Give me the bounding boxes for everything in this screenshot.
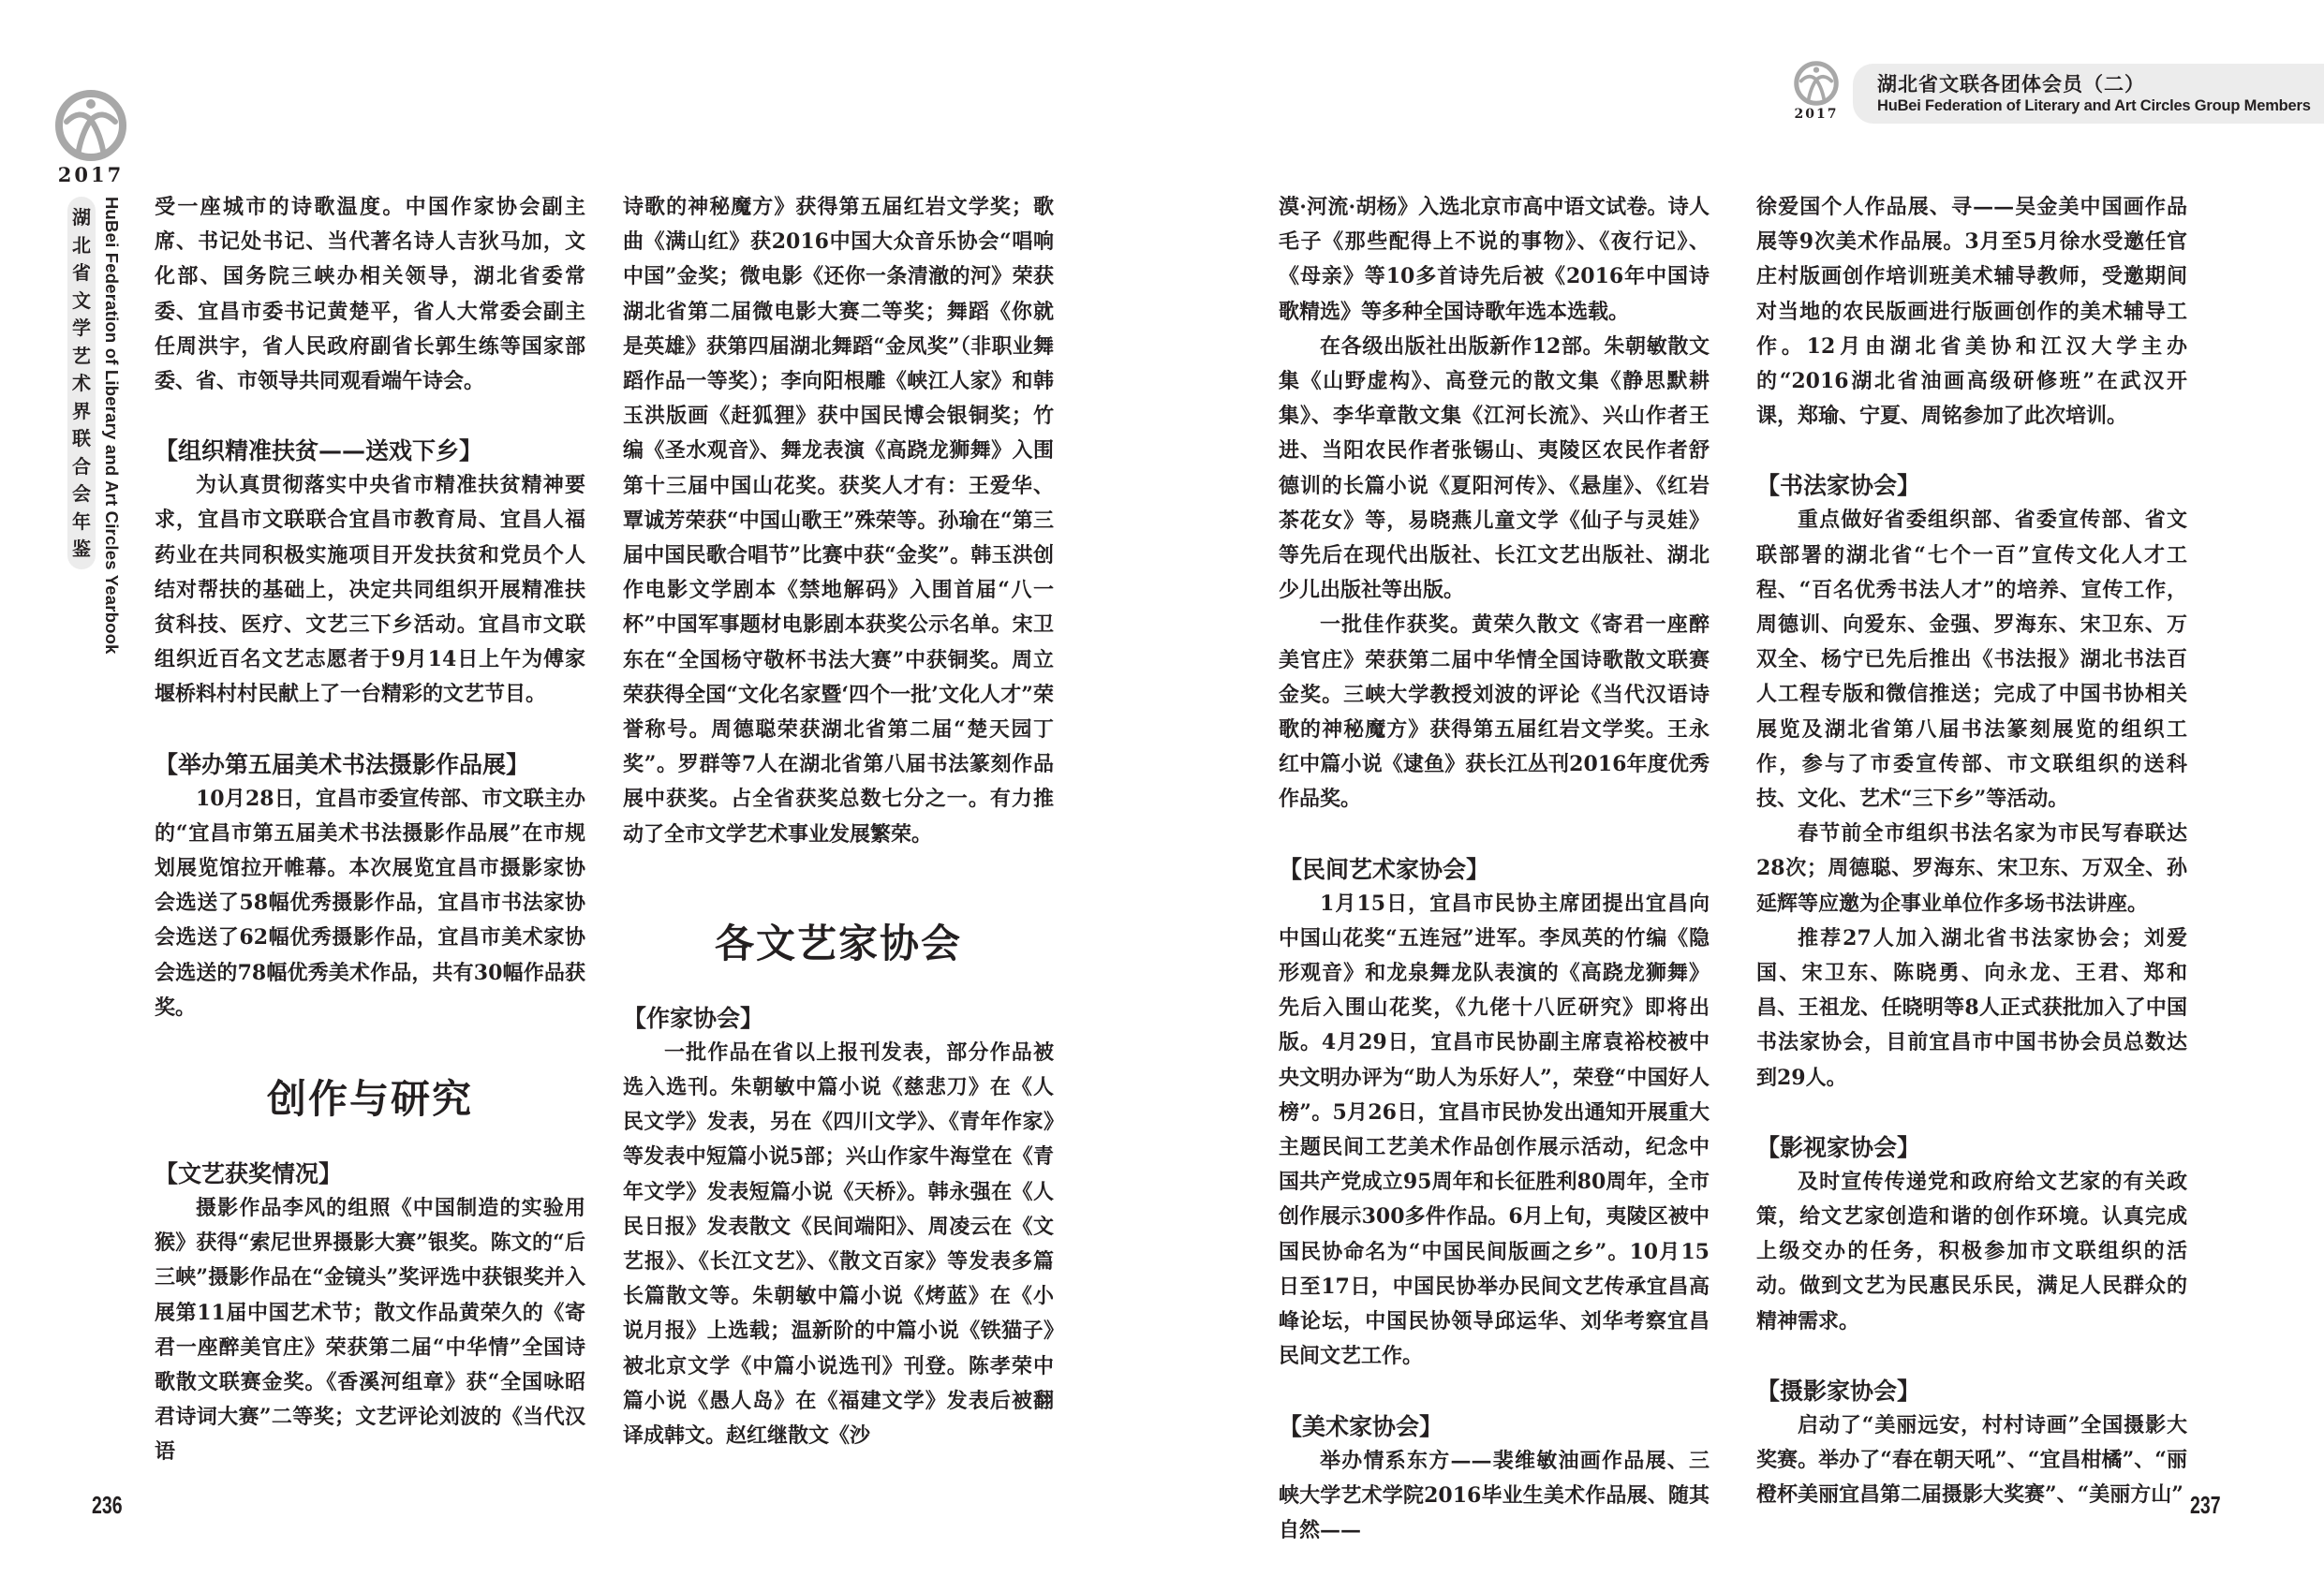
title-char: 北 <box>72 233 91 257</box>
paragraph: 受一座城市的诗歌温度。中国作家协会副主席、书记处书记、当代著名诗人吉狄马加，文化部、国务院三峡办相关领导，湖北省委常委、宜昌市委书记黄楚平，省人大常委会副主任周洪宇，省人民政府副省长郭生练等国家部委、省、市领导共同观看端午诗会。 <box>155 195 585 394</box>
running-header-title-cn: 湖北省文联各团体会员（二） <box>1877 73 2145 96</box>
paragraph: 1月15日，宜昌市民协主席团提出宜昌向中国山花奖“五连冠”进军。李凤英的竹编《隐形观音》和龙泉舞龙队表演的《高跷龙狮舞》先后入围山花奖，《九佬十八匠研究》即将出版。4月29日，宜昌市民协副主席袁裕校被中央文明办评为“助人为乐好人”，荣登“中国好人榜”。5月26日，宜昌市民协发出通知开展重大主题民间工艺美术作品创作展示活动，纪念中国共产党成立95周年和长征胜利80周年，全市创作展示300多件作品。6月上旬，夷陵区被中国民协命名为“中国民间版画之乡”。10月15日至17日，中国民协举办民间文艺传承宜昌高峰论坛，中国民协领导邱运华、刘华考察宜昌民间文艺工作。 <box>1279 891 1710 1369</box>
subsection-heading: 【摄影家协会】 <box>1756 1377 1921 1405</box>
paragraph: 春节前全市组织书法名家为市民写春联达28次；周德聪、罗海东、宋卫东、万双全、孙延辉等应邀为企事业单位作多场书法讲座。 <box>1756 821 2187 916</box>
paragraph: 诗歌的神秘魔方》获得第五届红岩文学奖；歌曲《满山红》获2016中国大众音乐协会“唱响中国”金奖；微电影《还你一条清澈的河》荣获湖北省第二届微电影大赛二等奖；舞蹈《你就是英雄》获第四届湖北舞蹈“金凤奖”（非职业舞蹈作品一等奖）；李向阳根雕《峡江人家》和韩玉洪版画《赶狐狸》获中国民博会银铜奖；竹编《圣水观音》、舞龙表演《高跷龙狮舞》入围第十三届中国山花奖。获奖人才有：王爱华、覃诚芳荣获“中国山歌王”殊荣等。孙瑜在“第三届中国民歌合唱节”比赛中获“金奖”。韩玉洪创作电影文学剧本《禁地解码》入围首届“八一杯”中国军事题材电影剧本获奖公示名单。宋卫东在“全国杨守敬杯书法大赛”中获铜奖。周立荣获得全国“文化名家暨‘四个一批’文化人才”荣誉称号。周德聪荣获湖北省第二届“楚天园丁奖”。罗群等7人在湖北省第八届书法篆刻作品展中获奖。占全省获奖总数七分之一。有力推动了全市文学艺术事业发展繁荣。 <box>623 195 1054 847</box>
yearbook-title-en: HuBei Federation of Liberary and Art Circles Yearbook <box>102 197 122 655</box>
paragraph: 为认真贯彻落实中央省市精准扶贫精神要求，宜昌市文联联合宜昌市教育局、宜昌人福药业在共同积极实施项目开发扶贫和党员个人结对帮扶的基础上，决定共同组织开展精准扶贫科技、医疗、文艺三下乡活动。宜昌市文联组织近百名文艺志愿者于9月14日上午为傅家堰桥料村村民献上了一台精彩的文艺节目。 <box>155 473 585 707</box>
column-1 <box>155 190 585 1470</box>
title-char: 湖 <box>72 206 91 228</box>
paragraph: 举办情系东方——裴维敏油画作品展、三峡大学艺术学院2016毕业生美术作品展、随其自然—— <box>1279 1448 1710 1542</box>
paragraph: 在各级出版社出版新作12部。朱朝敏散文集《山野虚构》、高登元的散文集《静思默耕集》、李华章散文集《江河长流》、兴山作者王进、当阳农民作者张锡山、夷陵区农民作者舒德训的长篇小说《夏阳河传》、《悬崖》、《红岩茶花女》等，易晓燕儿童文学《仙子与灵娃》等先后在现代出版社、长江文艺出版社、湖北少儿出版社等出版。 <box>1279 333 1710 603</box>
section-title: 创作与研究 <box>266 1076 473 1123</box>
subsection-heading: 【影视家协会】 <box>1756 1133 1921 1161</box>
title-char: 学 <box>72 317 91 339</box>
column-4 <box>1756 190 2187 1513</box>
section-title: 各文艺家协会 <box>714 920 962 966</box>
title-char: 术 <box>72 372 91 394</box>
title-char: 合 <box>72 454 91 478</box>
running-header-title-en: HuBei Federation of Literary and Art Circles Group Members <box>1877 97 2311 114</box>
right-page <box>1162 0 2324 1577</box>
subsection-heading: 【民间艺术家协会】 <box>1279 855 1490 883</box>
title-char: 省 <box>72 261 91 284</box>
paragraph: 重点做好省委组织部、省委宣传部、省文联部署的湖北省“七个一百”宣传文化人才工程、“百名优秀书法人才”的培养、宣传工作，周德训、向爱东、金强、罗海东、宋卫东、万双全、杨宁已先后推出《书法报》湖北书法百人工程专版和微信推送；完成了中国书协相关展览及湖北省第八届书法篆刻展览的组织工作，参与了市委宣传部、市文联组织的送科技、文化、艺术“三下乡”等活动。 <box>1756 508 2187 812</box>
paragraph: 推荐27人加入湖北省书法家协会；刘爱国、宋卫东、陈晓勇、向永龙、王君、郑和昌、王祖龙、任晓明等8人正式获批加入了中国书法家协会，目前宜昌市中国书协会员总数达到29人。 <box>1756 925 2187 1090</box>
column-2 <box>623 190 1054 1453</box>
paragraph: 10月28日，宜昌市委宣传部、市文联主办的“宜昌市第五届美术书法摄影作品展”在市规划展览馆拉开帷幕。本次展览宜昌市摄影家协会选送了58幅优秀摄影作品，宜昌市书法家协会选送了62幅优秀摄影作品，宜昌市美术家协会选送的78幅优秀美术作品，共有30幅作品获奖。 <box>155 786 585 1020</box>
subsection-heading: 【作家协会】 <box>623 1004 764 1032</box>
column-3 <box>1279 190 1710 1548</box>
federation-logo-icon <box>53 88 128 163</box>
paragraph: 摄影作品李风的组照《中国制造的实验用猴》获得“索尼世界摄影大赛”银奖。陈文的“后三峡”摄影作品在“金镜头”奖评选中获银奖并入展第11届中国艺术节；散文作品黄荣久的《寄君一座醉美官庄》荣获第二届“中华情”全国诗歌散文联赛金奖。《香溪河组章》获“全国咏昭君诗词大赛”二等奖；文艺评论刘波的《当代汉语 <box>155 1196 585 1465</box>
federation-logo-icon <box>1793 60 1840 107</box>
paragraph: 一批佳作获奖。黄荣久散文《寄君一座醉美官庄》荣获第二届中华情全国诗歌散文联赛金奖。三峡大学教授刘波的评论《当代汉语诗歌的神秘魔方》获得第五届红岩文学奖。王永红中篇小说《逮鱼》获长江丛刊2016年度优秀作品奖。 <box>1279 612 1710 812</box>
logo-year: 2017 <box>1794 107 1839 122</box>
subsection-heading: 【书法家协会】 <box>1756 472 1921 500</box>
title-char: 联 <box>72 427 91 450</box>
paragraph: 启动了“美丽远安，村村诗画”全国摄影大奖赛。举办了“春在朝天吼”、“宜昌柑橘”、“丽橙杯美丽宜昌第二届摄影大奖赛”、“美丽方山” <box>1756 1412 2187 1508</box>
yearbook-vertical-title-cn <box>67 197 96 569</box>
subsection-heading: 【文艺获奖情况】 <box>155 1160 343 1188</box>
paragraph: 一批作品在省以上报刊发表，部分作品被选入选刊。朱朝敏中篇小说《慈悲刀》在《人民文学》发表，另在《四川文学》、《青年作家》等发表中短篇小说5部；兴山作家牛海堂在《青年文学》发表短篇小说《天桥》。韩永强在《人民日报》发表散文《民间端阳》、周凌云在《文艺报》、《长江文艺》、《散文百家》等发表多篇长篇散文等。朱朝敏中篇小说《烤蓝》在《小说月报》上选载；温新阶的中篇小说《铁猫子》被北京文学《中篇小说选刊》刊登。陈孝荣中篇小说《愚人岛》在《福建文学》发表后被翻译成韩文。赵红继散文《沙 <box>623 1039 1054 1449</box>
title-char: 艺 <box>72 344 91 367</box>
paragraph: 漠·河流·胡杨》入选北京市高中语文试卷。诗人毛子《那些配得上不说的事物》、《夜行记》、《母亲》等10多首诗先后被《2016年中国诗歌精选》等多种全国诗歌年选本选载。 <box>1279 195 1710 324</box>
title-char: 鉴 <box>72 538 91 560</box>
page-number: 236 <box>92 1491 123 1519</box>
subsection-heading: 【组织精准扶贫——送戏下乡】 <box>155 437 483 465</box>
subsection-heading: 【美术家协会】 <box>1279 1412 1443 1440</box>
title-char: 文 <box>72 288 91 312</box>
paragraph: 及时宣传传递党和政府给文艺家的有关政策，给文艺家创造和谐的创作环境。认真完成上级交办的任务，积极参加市文联组织的活动。做到文艺为民惠民乐民，满足人民群众的精神需求。 <box>1756 1169 2187 1334</box>
paragraph: 徐爱国个人作品展、寻——吴金美中国画作品展等9次美术作品展。3月至5月徐水受邀任官庄村版画创作培训班美术辅导教师，受邀期间对当地的农民版画进行版画创作的美术辅导工作。12月由湖北省美协和江汉大学主办的“2016湖北省油画高级研修班”在武汉开课，郑瑜、宁夏、周铭参加了此次培训。 <box>1756 195 2187 429</box>
yearbook-vertical-title-en <box>101 197 124 655</box>
title-char: 界 <box>72 399 91 422</box>
page-number: 237 <box>2190 1491 2221 1519</box>
subsection-heading: 【举办第五届美术书法摄影作品展】 <box>155 750 530 778</box>
logo-year: 2017 <box>57 163 125 186</box>
title-char: 会 <box>72 482 91 505</box>
title-char: 年 <box>72 509 91 533</box>
